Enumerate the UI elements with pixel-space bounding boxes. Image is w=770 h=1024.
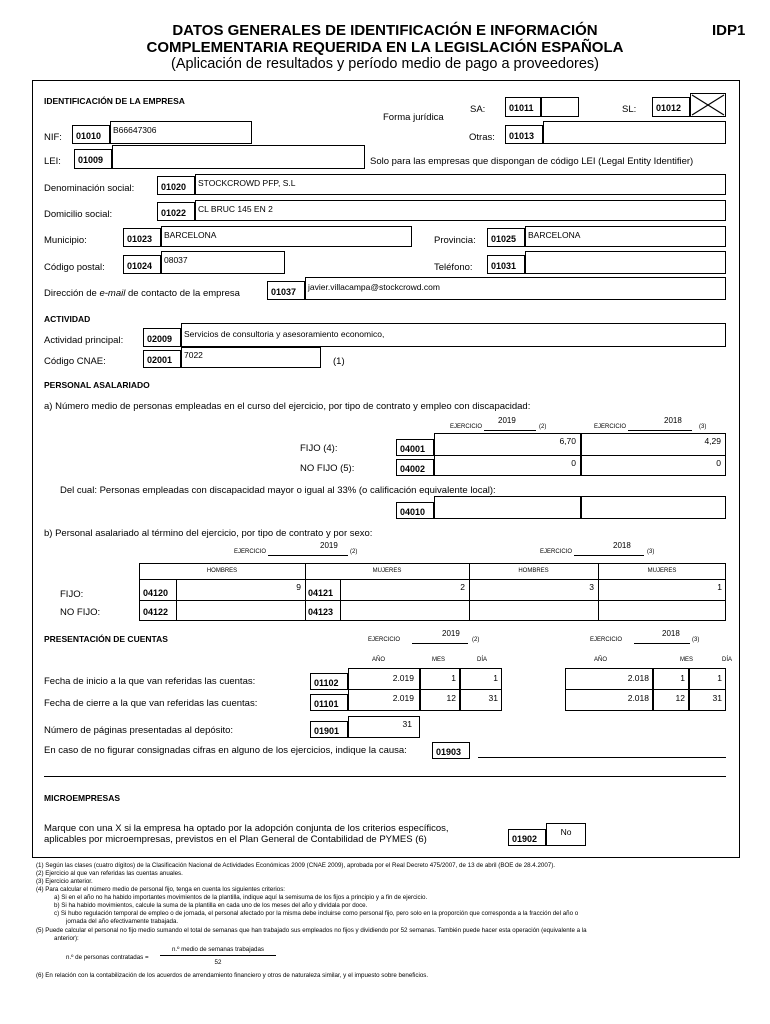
hombres-2019-header: HOMBRES bbox=[206, 568, 238, 574]
ejercicio-b-2019-label: EJERCICIO bbox=[234, 549, 267, 555]
cierre-2019-mes: 12 bbox=[446, 693, 456, 703]
causa-code: 01903 bbox=[432, 742, 470, 759]
provincia-code: 01025 bbox=[487, 228, 525, 247]
nofijo-label: NO FIJO (5): bbox=[300, 463, 355, 474]
year-c-2019-note: (2) bbox=[472, 637, 480, 643]
ejercicio-b-2018-label: EJERCICIO bbox=[540, 549, 573, 555]
domicilio-label: Domicilio social: bbox=[44, 209, 113, 220]
b-fijo-code-m: 04121 bbox=[308, 588, 334, 598]
cp-code: 01024 bbox=[123, 255, 161, 274]
cp-value: 08037 bbox=[164, 255, 188, 265]
micro-text-1: Marque con una X si la empresa ha optado por la adopción conjunta de los criterios específicos, bbox=[44, 823, 449, 834]
email-value: javier.villacampa@stockcrowd.com bbox=[308, 282, 440, 292]
year-b-2018: 2018 bbox=[613, 541, 631, 550]
note-4a: a) Si en el año no ha habido importantes movimientos de la plantilla, indique aquí la semisuma de los fijos a principio y a fin de ejercicio. bbox=[54, 894, 428, 901]
dia-2018-header: DÍA bbox=[722, 657, 733, 663]
nofijo-2018-value: 0 bbox=[716, 458, 721, 468]
municipio-label: Municipio: bbox=[44, 235, 87, 246]
inicio-2019-ano: 2.019 bbox=[392, 673, 414, 683]
nif-value: B66647306 bbox=[113, 125, 157, 135]
lei-code: 01009 bbox=[74, 149, 112, 169]
cierre-2018-ano: 2.018 bbox=[627, 693, 649, 703]
paginas-code: 01901 bbox=[310, 721, 348, 738]
section-personal: PERSONAL ASALARIADO bbox=[44, 380, 150, 390]
b-fijo-2019-m: 2 bbox=[460, 582, 465, 592]
micro-code: 01902 bbox=[508, 829, 546, 846]
mes-2018-header: MES bbox=[680, 657, 694, 663]
x-mark-icon bbox=[691, 94, 725, 116]
year-c-2018: 2018 bbox=[662, 629, 680, 638]
lei-label: LEI: bbox=[44, 156, 61, 167]
mujeres-2018-header: MUJERES bbox=[647, 568, 677, 574]
domicilio-code: 01022 bbox=[157, 202, 195, 221]
inicio-2019-dia: 1 bbox=[493, 673, 498, 683]
cnae-code: 02001 bbox=[143, 350, 181, 368]
b-fijo-2019-h: 9 bbox=[296, 582, 301, 592]
otras-code: 01013 bbox=[505, 125, 543, 144]
ejercicio-a-2018-label: EJERCICIO bbox=[594, 424, 627, 430]
note-5-formula-left: n.º de personas contratadas = bbox=[66, 954, 149, 961]
otras-label: Otras: bbox=[469, 132, 495, 143]
ano-2019-header: AÑO bbox=[372, 657, 386, 663]
note-5-formula-bottom: 52 bbox=[214, 959, 222, 966]
sa-checkbox[interactable] bbox=[541, 97, 579, 117]
cierre-code: 01101 bbox=[310, 694, 348, 711]
otras-field[interactable] bbox=[543, 121, 726, 144]
fijo-2019-value: 6,70 bbox=[559, 436, 576, 446]
year-b-2018-note: (3) bbox=[647, 549, 655, 555]
mes-2019-header: MES bbox=[432, 657, 446, 663]
inicio-code: 01102 bbox=[310, 673, 348, 690]
note-5b: anterior): bbox=[54, 935, 79, 942]
b-nofijo-label: NO FIJO: bbox=[60, 607, 101, 618]
inicio-label: Fecha de inicio a la que van referidas las cuentas: bbox=[44, 676, 256, 687]
year-c-2019: 2019 bbox=[442, 629, 460, 638]
year-b-2019-note: (2) bbox=[350, 549, 358, 555]
inicio-2018-dia: 1 bbox=[717, 673, 722, 683]
micro-value: No bbox=[560, 827, 572, 837]
cnae-label: Código CNAE: bbox=[44, 356, 106, 367]
fijo-code: 04001 bbox=[396, 439, 434, 456]
form-id: IDP1 bbox=[712, 22, 746, 39]
provincia-label: Provincia: bbox=[434, 235, 476, 246]
section-cuentas: PRESENTACIÓN DE CUENTAS bbox=[44, 634, 168, 644]
nofijo-2019-value: 0 bbox=[571, 458, 576, 468]
inicio-2018-mes: 1 bbox=[680, 673, 685, 683]
nif-code: 01010 bbox=[72, 125, 110, 144]
cierre-2019-ano: 2.019 bbox=[392, 693, 414, 703]
cierre-2019-dia: 31 bbox=[488, 693, 498, 703]
ejercicio-c-2019-label: EJERCICIO bbox=[368, 637, 401, 643]
note-1: (1) Según las clases (cuatro dígitos) de la Clasificación Nacional de Actividades Económicas 2009 (CNAE 2009), aprobada por el Real Decreto 475/2007, de 13 de abril (BOE de 28.4.2007). bbox=[36, 862, 556, 869]
email-code: 01037 bbox=[267, 281, 305, 300]
cp-label: Código postal: bbox=[44, 262, 105, 273]
b-nofijo-code-m: 04123 bbox=[308, 607, 334, 617]
mujeres-2019-header: MUJERES bbox=[372, 568, 402, 574]
section-micro: MICROEMPRESAS bbox=[44, 793, 121, 803]
title-line-1: DATOS GENERALES DE IDENTIFICACIÓN E INFORMACIÓN bbox=[172, 22, 598, 39]
year-a-2019: 2019 bbox=[498, 416, 516, 425]
paginas-label: Número de páginas presentadas al depósito: bbox=[44, 725, 234, 736]
b-fijo-2018-m: 1 bbox=[717, 582, 722, 592]
actividad-principal-code: 02009 bbox=[143, 328, 181, 347]
provincia-value: BARCELONA bbox=[528, 230, 581, 240]
ejercicio-a-2019-label: EJERCICIO bbox=[450, 424, 483, 430]
dia-2019-header: DÍA bbox=[477, 657, 488, 663]
inicio-2019-mes: 1 bbox=[451, 673, 456, 683]
discapacidad-2018-field[interactable] bbox=[581, 496, 726, 519]
email-label: Dirección de e-mail de contacto de la empresa bbox=[44, 288, 240, 299]
discapacidad-text: Del cual: Personas empleadas con discapacidad mayor o igual al 33% (o calificación equivalente local): bbox=[60, 485, 496, 496]
lei-note: Solo para las empresas que dispongan de código LEI (Legal Entity Identifier) bbox=[370, 156, 694, 167]
forma-juridica-label: Forma jurídica bbox=[383, 112, 444, 123]
discapacidad-2019-field[interactable] bbox=[434, 496, 581, 519]
nofijo-code: 04002 bbox=[396, 459, 434, 476]
domicilio-value: CL BRUC 145 EN 2 bbox=[198, 204, 273, 214]
inicio-2018-ano: 2.018 bbox=[627, 673, 649, 683]
cnae-note: (1) bbox=[333, 356, 345, 367]
ano-2018-header: AÑO bbox=[594, 657, 608, 663]
fijo-2018-value: 4,29 bbox=[704, 436, 721, 446]
note-4c-2: jornada del año efectivamente trabajada. bbox=[66, 918, 179, 925]
subtitle: (Aplicación de resultados y período medio de pago a proveedores) bbox=[170, 56, 599, 72]
nif-label: NIF: bbox=[44, 132, 62, 143]
lei-field[interactable] bbox=[112, 145, 365, 169]
note-5a: (5) Puede calcular el personal no fijo medio sumando el total de semanas que han trabajado sus empleados no fijos y dividiendo por 52 semanas. También puede hacer esta operación (equivalente a la bbox=[36, 927, 587, 934]
cierre-2018-mes: 12 bbox=[675, 693, 685, 703]
sa-code: 01011 bbox=[505, 97, 541, 117]
denominacion-label: Denominación social: bbox=[44, 183, 135, 194]
sl-label: SL: bbox=[622, 104, 637, 115]
denominacion-code: 01020 bbox=[157, 176, 195, 195]
causa-label: En caso de no figurar consignadas cifras en alguno de los ejercicios, indique la causa: bbox=[44, 745, 407, 756]
note-3: (3) Ejercicio anterior. bbox=[36, 878, 93, 885]
micro-text-2: aplicables por microempresas, previstos en el Plan General de Contabilidad de PYMES (6) bbox=[44, 834, 427, 845]
section-actividad: ACTIVIDAD bbox=[44, 314, 91, 324]
telefono-label: Teléfono: bbox=[434, 262, 473, 273]
causa-field[interactable] bbox=[478, 757, 726, 758]
cnae-value: 7022 bbox=[184, 350, 203, 360]
note-4: (4) Para calcular el número medio de personal fijo, tenga en cuenta los siguientes criterios: bbox=[36, 886, 286, 893]
telefono-field[interactable] bbox=[525, 251, 726, 274]
note-6: (6) En relación con la contabilización de los acuerdos de arrendamiento financiero y otros de naturaleza similar, y el impuesto sobre beneficios. bbox=[36, 972, 429, 979]
year-c-2018-note: (3) bbox=[692, 637, 700, 643]
b-fijo-label: FIJO: bbox=[60, 589, 84, 600]
telefono-code: 01031 bbox=[487, 255, 525, 274]
sa-label: SA: bbox=[470, 104, 486, 115]
year-a-2019-note: (2) bbox=[539, 424, 547, 430]
sl-code: 01012 bbox=[652, 97, 690, 117]
hombres-2018-header: HOMBRES bbox=[518, 568, 549, 574]
note-2: (2) Ejercicio al que van referidas las cuentas anuales. bbox=[36, 870, 183, 877]
section-identificacion: IDENTIFICACIÓN DE LA EMPRESA bbox=[44, 96, 185, 106]
paginas-value: 31 bbox=[402, 719, 412, 729]
year-a-2018-note: (3) bbox=[699, 424, 707, 430]
note-4b: b) Si ha habido movimientos, calcule la suma de la plantilla en cada uno de los meses del año y divídala por doce. bbox=[54, 902, 368, 909]
note-4c-1: c) Si hubo regulación temporal de empleo o de jornada, el personal afectado por la misma debe incluirse como personal fijo, pero solo en la proporción que corresponda a la fracción del año o bbox=[54, 910, 579, 917]
denominacion-value: STOCKCROWD PFP, S.L bbox=[198, 178, 296, 188]
note-5-formula-top: n.º medio de semanas trabajadas bbox=[171, 946, 265, 953]
fijo-label: FIJO (4): bbox=[300, 443, 338, 454]
personal-b-text: b) Personal asalariado al término del ejercicio, por tipo de contrato y por sexo: bbox=[44, 528, 373, 539]
b-fijo-code-h: 04120 bbox=[143, 588, 169, 598]
municipio-code: 01023 bbox=[123, 228, 161, 247]
discapacidad-code: 04010 bbox=[396, 502, 434, 519]
personal-a-text: a) Número medio de personas empleadas en el curso del ejercicio, por tipo de contrato y empleo con discapacidad: bbox=[44, 401, 531, 412]
b-nofijo-code-h: 04122 bbox=[143, 607, 169, 617]
year-a-2018: 2018 bbox=[664, 416, 682, 425]
title-line-2: COMPLEMENTARIA REQUERIDA EN LA LEGISLACIÓN ESPAÑOLA bbox=[146, 39, 624, 56]
year-b-2019: 2019 bbox=[320, 541, 338, 550]
actividad-principal-label: Actividad principal: bbox=[44, 335, 124, 346]
sl-checkbox[interactable] bbox=[690, 93, 726, 117]
b-fijo-2018-h: 3 bbox=[589, 582, 594, 592]
actividad-principal-value: Servicios de consultoria y asesoramiento economico, bbox=[184, 329, 385, 339]
municipio-value: BARCELONA bbox=[164, 230, 217, 240]
cierre-label: Fecha de cierre a la que van referidas las cuentas: bbox=[44, 698, 258, 709]
domicilio-field[interactable] bbox=[195, 200, 726, 221]
cierre-2018-dia: 31 bbox=[712, 693, 722, 703]
ejercicio-c-2018-label: EJERCICIO bbox=[590, 637, 623, 643]
